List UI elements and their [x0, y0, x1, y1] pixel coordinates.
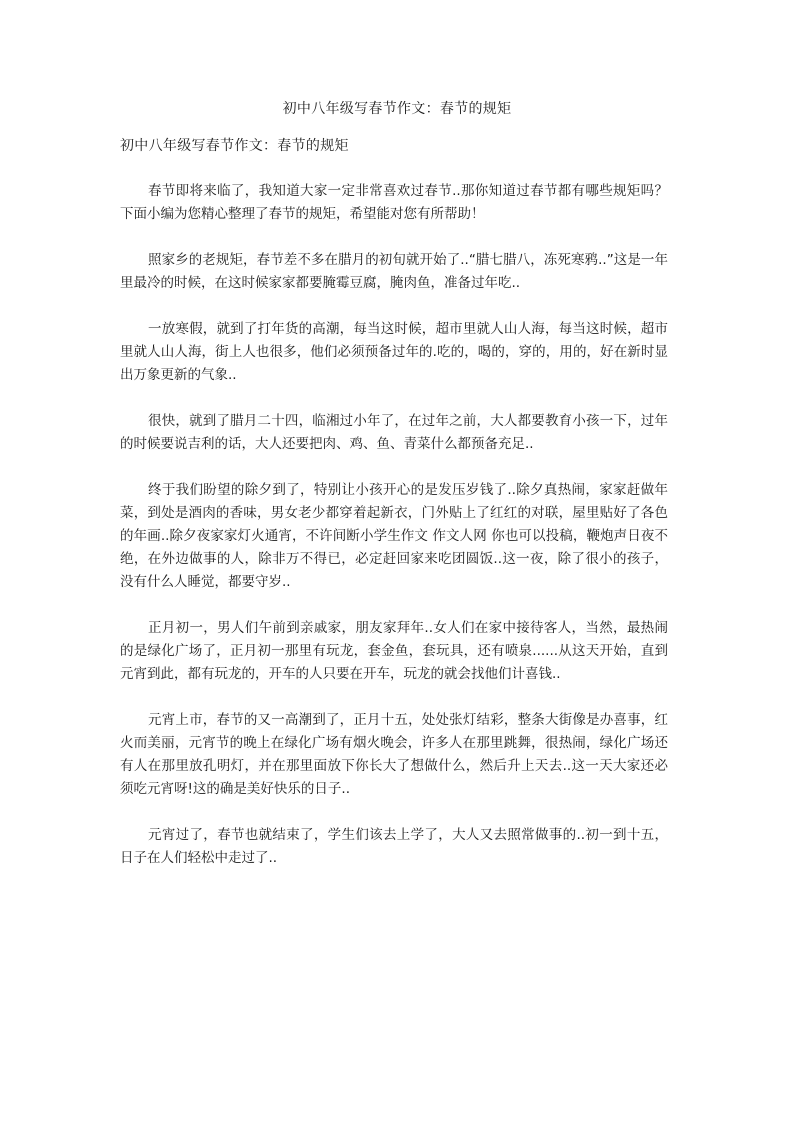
paragraph: 元宵过了，春节也就结束了，学生们该去上学了，大人又去照常做事的..初一到十五，日子在人们轻松中走过了..	[120, 827, 668, 866]
document-body	[120, 180, 668, 893]
paragraph: 元宵上市，春节的又一高潮到了，正月十五，处处张灯结彩，整条大街像是办喜事，红火而美丽，元宵节的晚上在绿化广场有烟火晚会，许多人在那里跳舞，很热闹，绿化广场还有人在那里放孔明灯，并在那里面放下你长大了想做什么，然后升上天去..这一天大家还必须吃元宵呀!这的确是美好快乐的日子..	[120, 712, 668, 797]
paragraph: 一放寒假，就到了打年货的高潮，每当这时候，超市里就人山人海，每当这时候，超市里就人山人海，街上人也很多，他们必须预备过年的.吃的，喝的，穿的，用的，好在新时显出万象更新的气象..	[120, 321, 668, 383]
document-title: 初中八年级写春节作文：春节的规矩	[282, 101, 512, 117]
document-subtitle: 初中八年级写春节作文：春节的规矩	[120, 138, 349, 154]
paragraph: 正月初一，男人们午前到亲戚家，朋友家拜年..女人们在家中接待客人，当然，最热闹的是绿化广场了，正月初一那里有玩龙，套金鱼，套玩具，还有喷泉......从这天开始，直到元宵到此，都有玩龙的，开车的人只要在开车，玩龙的就会找他们计喜钱..	[120, 620, 668, 682]
paragraph: 终于我们盼望的除夕到了，特别让小孩开心的是发压岁钱了..除夕真热闹，家家赶做年菜，到处是酒肉的香味，男女老少都穿着起新衣，门外贴上了红红的对联，屋里贴好了各色的年画..除夕夜家家灯火通宵，不许间断小学生作文 作文人网 你也可以投稿，鞭炮声日夜不绝，在外边做事的人，除非万不得已，必定赶回家来吃团圆饭..这一夜，除了很小的孩子，没有什么人睡觉，都要守岁..	[120, 482, 668, 590]
paragraph: 照家乡的老规矩，春节差不多在腊月的初旬就开始了..“腊七腊八，冻死寒鸦..”这是一年里最冷的时候，在这时候家家都要腌霉豆腐，腌肉鱼，准备过年吃..	[120, 252, 668, 291]
paragraph: 很快，就到了腊月二十四，临湘过小年了，在过年之前，大人都要教育小孩一下，过年的时候要说吉利的话，大人还要把肉、鸡、鱼、青菜什么都预备充足..	[120, 413, 668, 452]
paragraph: 春节即将来临了，我知道大家一定非常喜欢过春节..那你知道过春节都有哪些规矩吗？下面小编为您精心整理了春节的规矩，希望能对您有所帮助！	[120, 183, 668, 222]
